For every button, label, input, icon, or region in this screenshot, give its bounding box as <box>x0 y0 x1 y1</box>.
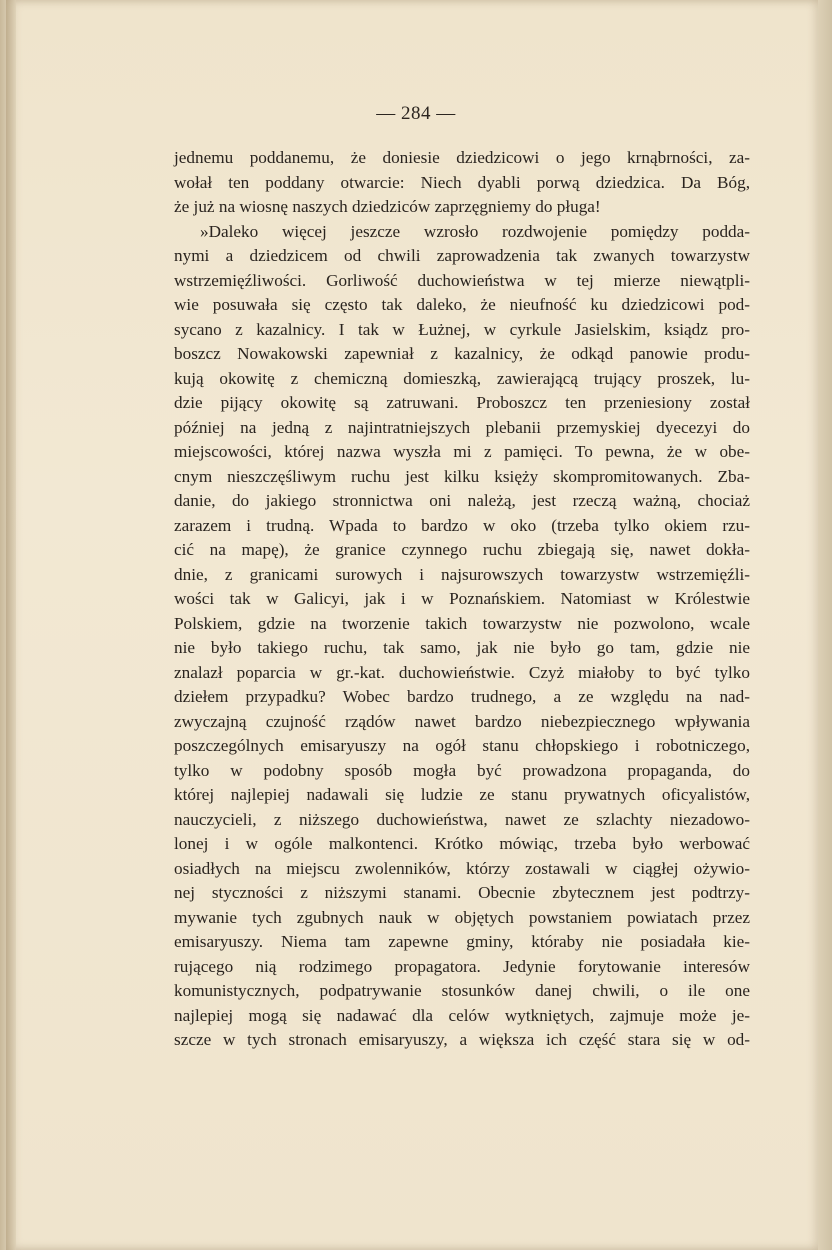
text-line: zarazem i trudną. Wpada to bardzo w oko (trzeba tylko okiem rzu- <box>174 515 750 535</box>
text-line: nej styczności z niższymi stanami. Obecnie zbytecznem jest podtrzy- <box>174 883 750 902</box>
text-line: później na jedną z najintratniejszych plebanii przemyskiej dyecezyi do <box>174 417 750 437</box>
text-line: wstrzemięźliwości. Gorliwość duchowieństwa w tej mierze niewątpli- <box>174 270 750 290</box>
text-line: dzie pijący okowitę są zatruwani. Proboszcz ten przeniesiony został <box>174 393 750 412</box>
text-line: Polskiem, gdzie na tworzenie takich towarzystw nie pozwolono, wcale <box>174 613 750 633</box>
text-line: wie posuwała się często tak daleko, że nieufność ku dziedzicowi pod- <box>174 295 750 314</box>
text-line: kują okowitę z chemiczną domieszką, zawierającą trujący proszek, lu- <box>174 368 750 388</box>
text-line: mywanie tych zgubnych nauk w objętych powstaniem powiatach przez <box>174 907 750 927</box>
text-line: że już na wiosnę naszych dziedziców zaprzęgniemy do pługa! <box>174 197 601 216</box>
text-line: wości tak w Galicyi, jak i w Poznańskiem. Natomiast w Królestwie <box>174 589 750 608</box>
text-line: dziełem przypadku? Wobec bardzo trudnego, a ze względu na nad- <box>174 687 750 706</box>
paragraph-first-line: »Daleko więcej jeszcze wzrosło rozdwojenie pomiędzy podda- <box>200 221 750 241</box>
text-line: zwyczajną czujność rządów nawet bardzo niebezpiecznego wpływania <box>174 711 750 731</box>
text-line: szcze w tych stronach emisaryuszy, a większa ich część stara się w od- <box>174 1030 750 1049</box>
text-line: nie było takiego ruchu, tak samo, jak nie było go tam, gdzie nie <box>174 638 750 657</box>
text-line: boszcz Nowakowski zapewniał z kazalnicy, że odkąd panowie produ- <box>174 344 750 363</box>
text-line: najlepiej mogą się nadawać dla celów wytkniętych, zajmuje może je- <box>174 1005 750 1025</box>
page-binding-edge <box>6 0 16 1250</box>
text-line: komunistycznych, podpatrywanie stosunków danej chwili, o ile one <box>174 981 750 1000</box>
text-line: emisaryuszy. Niema tam zapewne gminy, któraby nie posiadała kie- <box>174 932 750 951</box>
page-number: — 284 — <box>376 103 456 124</box>
text-line: osiadłych na miejscu zwolenników, którzy zostawali w ciągłej ożywio- <box>174 858 750 878</box>
text-line: wołał ten poddany otwarcie: Niech dyabli porwą dziedzica. Da Bóg, <box>174 172 750 192</box>
text-line: dnie, z granicami surowych i najsurowszych towarzystw wstrzemięźli- <box>174 564 750 584</box>
text-line: cnym nieszczęśliwym ruchu jest kilku księży skompromitowanych. Zba- <box>174 466 750 486</box>
body-text <box>174 146 750 1053</box>
text-line: lonej i w ogóle malkontenci. Krótko mówiąc, trzeba było werbować <box>174 834 750 853</box>
text-line: cić na mapę), że granice czynnego ruchu zbiegają się, nawet dokła- <box>174 540 750 559</box>
text-line: jednemu poddanemu, że doniesie dziedzicowi o jego krnąbrności, za- <box>174 148 750 167</box>
text-line: poszczególnych emisaryuszy na ogół stanu chłopskiego i robotniczego, <box>174 736 750 755</box>
text-line: nymi a dziedzicem od chwili zaprowadzenia tak zwanych towarzystw <box>174 246 750 265</box>
text-line: nauczycieli, z niższego duchowieństwa, nawet ze szlachty niezadowo- <box>174 809 750 829</box>
text-line: sycano z kazalnicy. I tak w Łużnej, w cyrkule Jasielskim, ksiądz pro- <box>174 319 750 339</box>
text-line: znalazł poparcia w gr.-kat. duchowieństwie. Czyż miałoby to być tylko <box>174 662 750 682</box>
text-line: danie, do jakiego stronnictwa oni należą, jest rzeczą ważną, chociaż <box>174 491 750 510</box>
text-line: rującego nią rodzimego propagatora. Jedynie forytowanie interesów <box>174 956 750 976</box>
text-line: tylko w podobny sposób mogła być prowadzona propaganda, do <box>174 760 750 780</box>
text-line: miejscowości, której nazwa wyszła mi z pamięci. To pewna, że w obe- <box>174 442 750 461</box>
text-line: której najlepiej nadawali się ludzie ze stanu prywatnych oficyalistów, <box>174 785 750 804</box>
